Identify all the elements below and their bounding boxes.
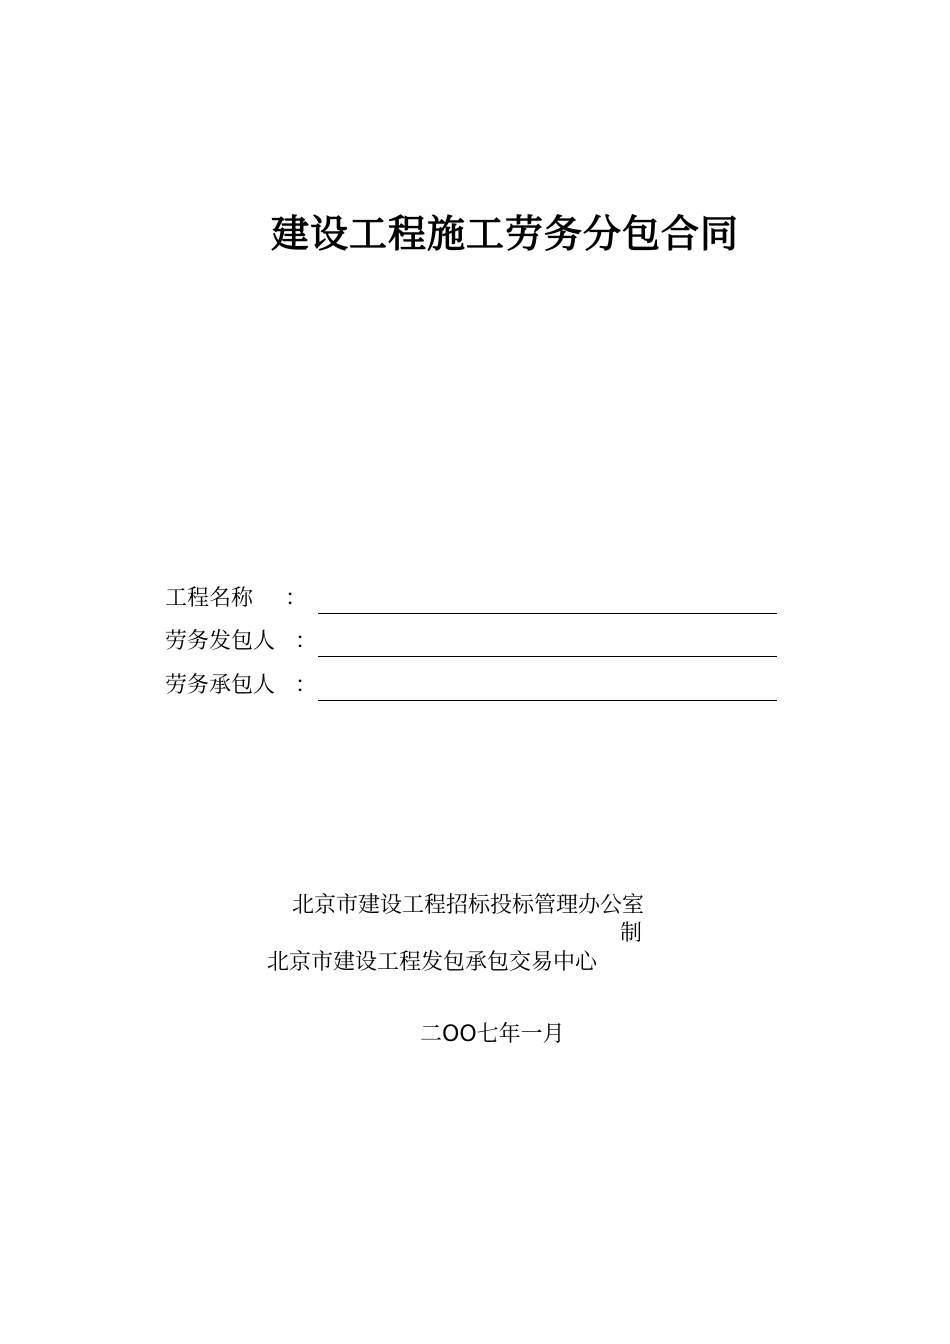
fill-in-line — [318, 656, 777, 657]
field-contractor — [165, 627, 780, 657]
fill-in-line — [318, 700, 777, 701]
issue-date: 二OO七年一月 — [420, 1022, 565, 1047]
issuer-suffix: 制 — [620, 921, 643, 946]
document-title: 建设工程施工劳务分包合同 — [270, 212, 739, 256]
issuer-line-2: 北京市建设工程发包承包交易中心 — [267, 950, 598, 975]
field-subcontractor — [165, 671, 780, 701]
field-label: 劳务发包人 — [165, 629, 276, 654]
field-label: 劳务承包人 — [165, 673, 276, 698]
field-colon: ： — [295, 629, 318, 654]
field-project-name — [165, 584, 780, 614]
field-label: 工程名称 — [165, 586, 254, 611]
fill-in-line — [318, 613, 777, 614]
field-colon: ： — [295, 673, 318, 698]
issuer-line-1: 北京市建设工程招标投标管理办公室 — [292, 893, 645, 918]
field-colon: ： — [285, 586, 308, 611]
